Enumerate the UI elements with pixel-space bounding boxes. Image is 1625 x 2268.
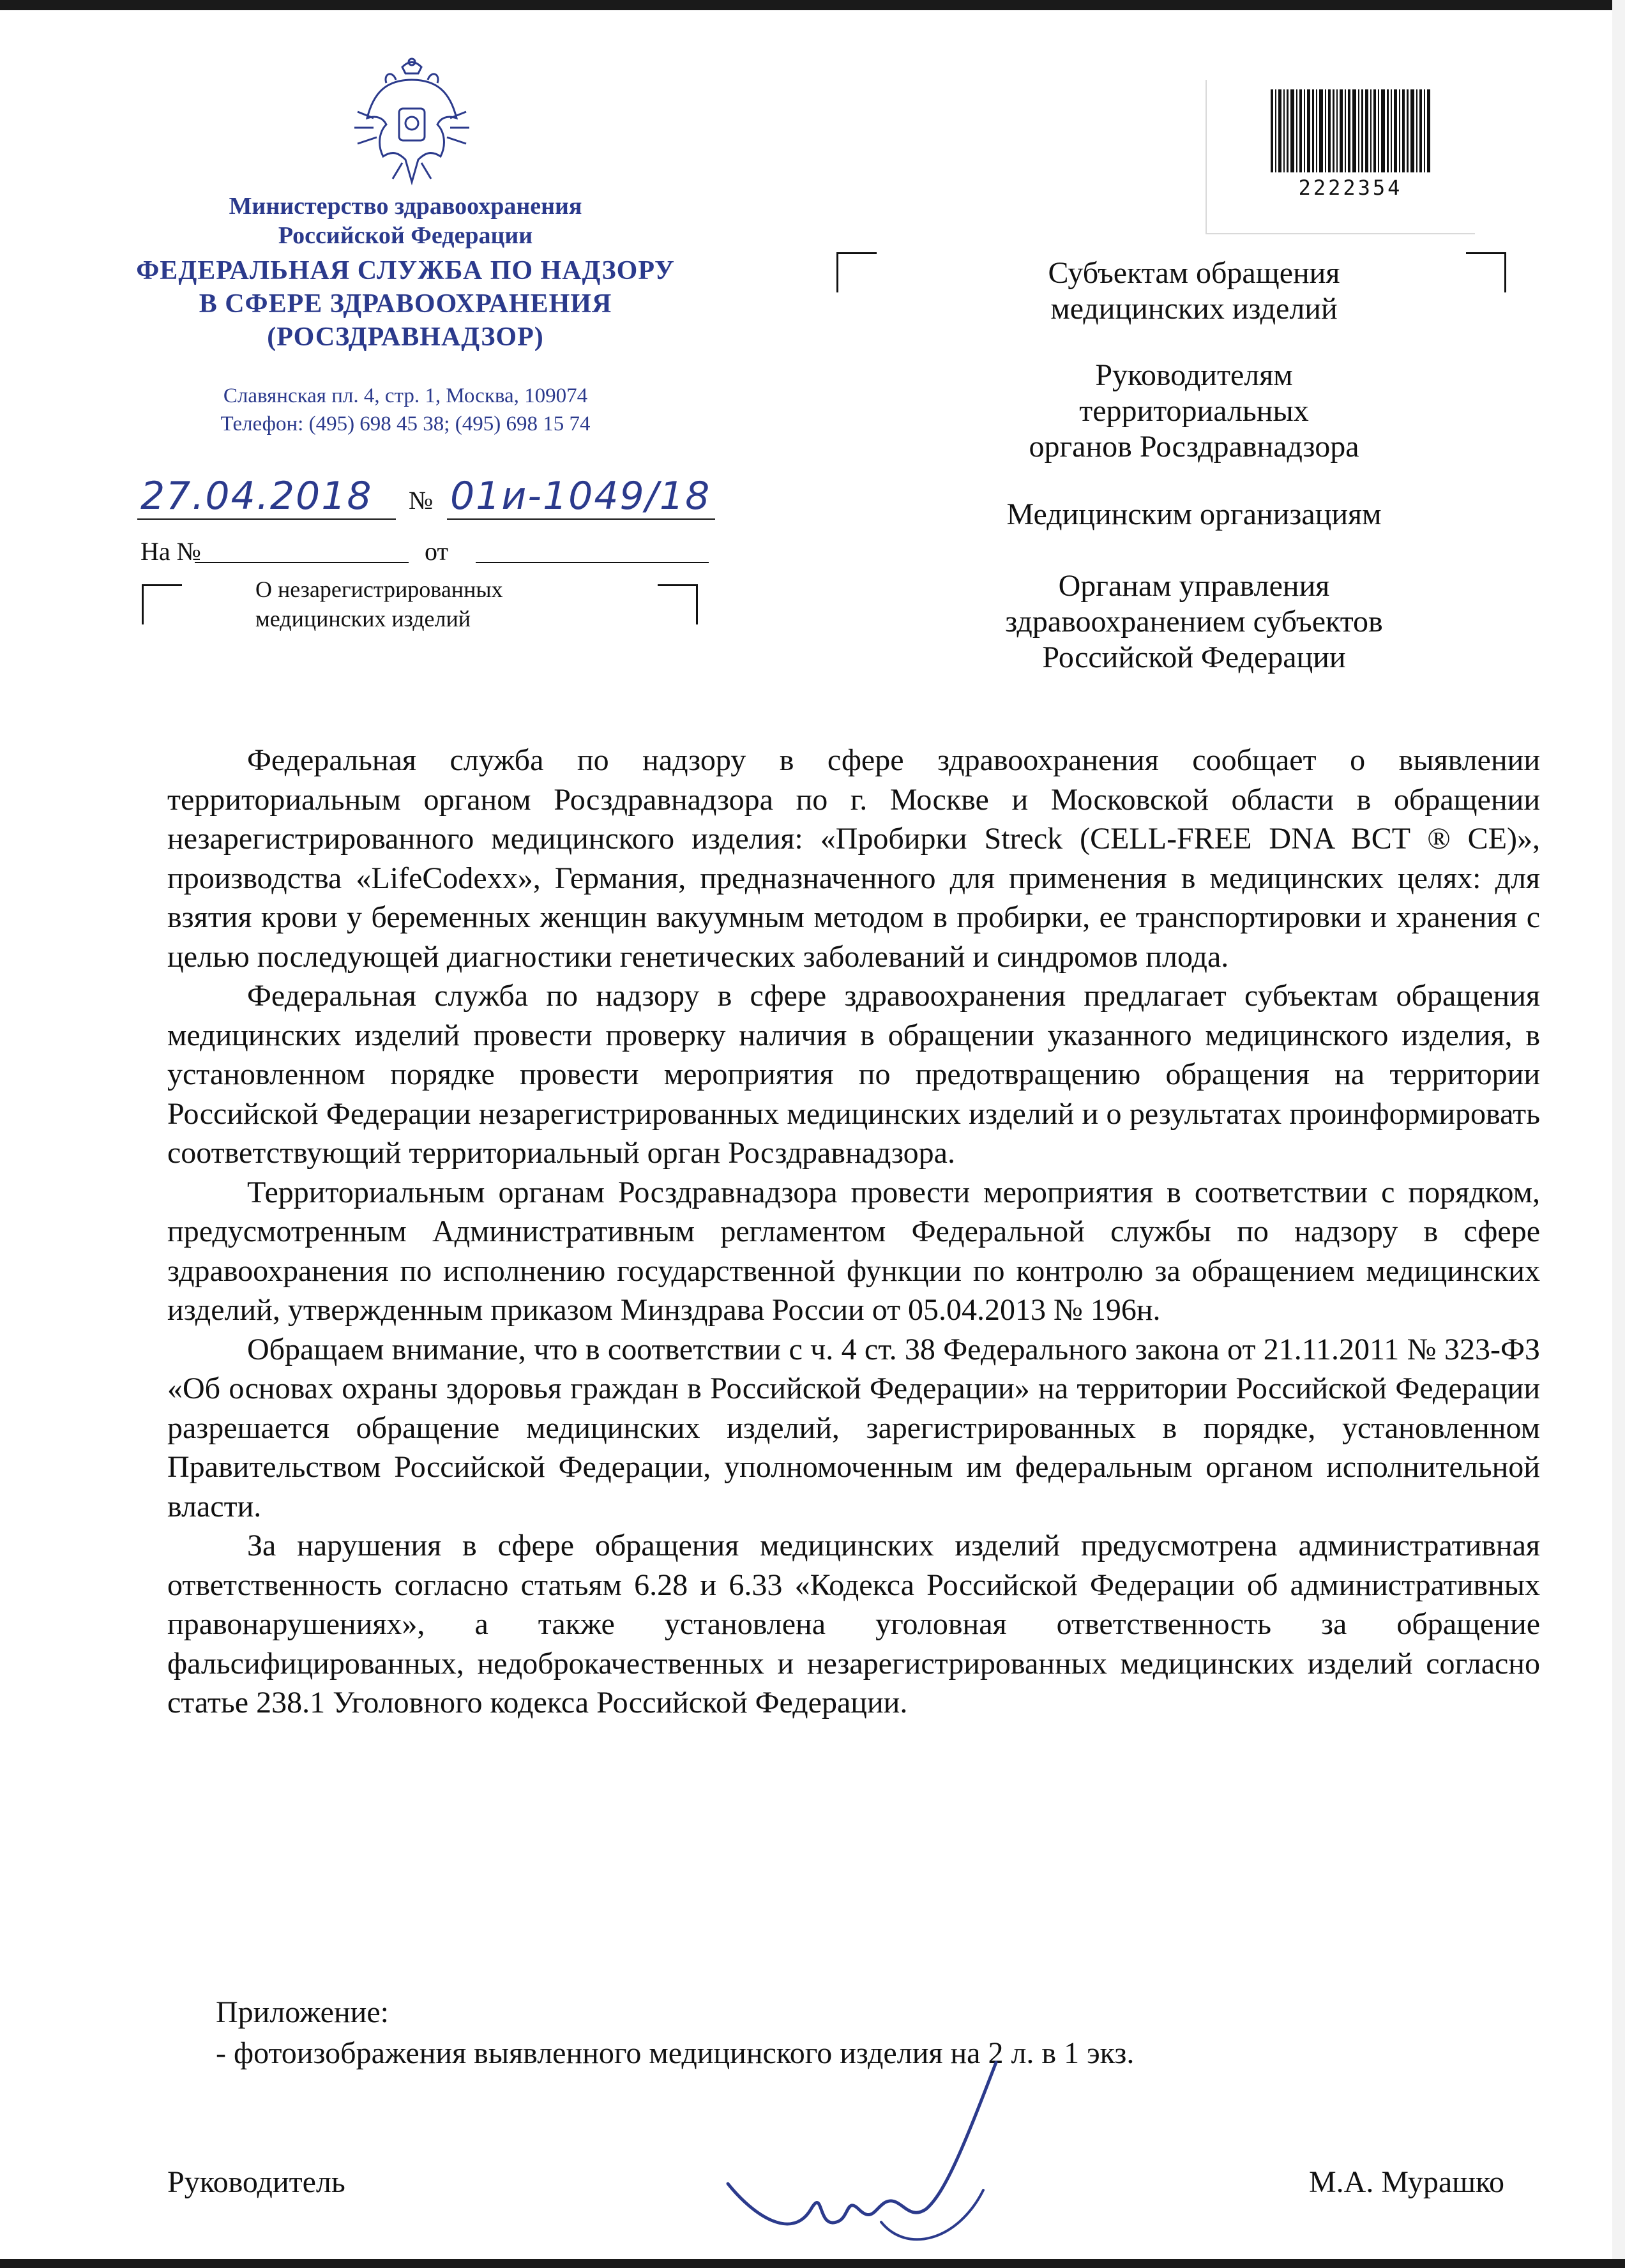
recipient-2-line2: территориальных bbox=[1079, 394, 1309, 428]
attachment-label: Приложение: bbox=[216, 1995, 389, 2029]
body-paragraph-1: Федеральная служба по надзору в сфере здравоохранения сообщает о выявлении территориальным органом Росздравнадзора по г. Москве и Московской области в обращении незарегистрированного медицинского изделия: «Пробирки Streck (CELL-FREE DNA BCT ® CE)», производства «LifeCodexx», Германия, предназначенного для применения в медицинских целях: для взятия крови у беременных женщин вакуумным методом в пробирки, ее транспортировки и хранения с целью последующей диагностики генетических заболеваний и синдромов плода. bbox=[167, 743, 1540, 974]
recipient-1-line2: медицинских изделий bbox=[1050, 292, 1338, 326]
body-paragraph-4: Обращаем внимание, что в соответствии с ч. 4 ст. 38 Федерального закона от 21.11.2011 № 323-ФЗ «Об основах охраны здоровья граждан в Российской Федерации» на территории Российской Федерации разрешается обращение медицинских изделий, зарегистрированных в порядке, установленном Правительством Российской Федерации, уполномоченным им федеральным органом исполнительной власти. bbox=[167, 1332, 1540, 1523]
registration-number: 01и-1049/18 bbox=[450, 474, 711, 518]
subject-line2: медицинских изделий bbox=[255, 606, 471, 631]
recipient-2-line3: органов Росздравнадзора bbox=[1029, 430, 1359, 464]
subject-corner-left bbox=[142, 584, 182, 624]
service-name-line1: ФЕДЕРАЛЬНАЯ СЛУЖБА ПО НАДЗОРУ bbox=[136, 256, 675, 285]
reply-from-label: от bbox=[425, 537, 448, 566]
number-label: № bbox=[409, 486, 434, 515]
registration-date: 27.04.2018 bbox=[140, 474, 373, 518]
body-paragraph-2: Федеральная служба по надзору в сфере здравоохранения предлагает субъектам обращения медицинских изделий провести проверку наличия в обращении указанного медицинского изделия, в установленном порядке провести мероприятия по предотвращению обращения на территории Российской Федерации незарегистрированных медицинских изделий и о результатах проинформировать соответствующий территориальный орган Росздравнадзора. bbox=[167, 979, 1540, 1170]
signatory-title: Руководитель bbox=[167, 2165, 345, 2199]
subject bbox=[255, 575, 639, 633]
recipient-4-line1: Органам управления bbox=[1058, 569, 1330, 603]
scan-edge-right bbox=[1612, 0, 1625, 2268]
body-paragraph-3: Территориальным органам Росздравнадзора провести мероприятия в соответствии с порядком, предусмотренным Административным регламентом Федеральной службы по надзору в сфере здравоохранения по исполнению государственной функции по контролю за обращением медицинских изделий, утвержденным приказом Минздрава России от 05.04.2013 № 196н. bbox=[167, 1175, 1540, 1327]
recipient-corner-left bbox=[836, 252, 877, 292]
ministry-name-line1: Министерство здравоохранения bbox=[229, 193, 582, 220]
reply-date-line bbox=[476, 562, 709, 563]
ministry-name-line2: Российской Федерации bbox=[278, 222, 533, 249]
recipient-4-line2: здравоохранением субъектов bbox=[1005, 605, 1383, 639]
number-underline bbox=[447, 518, 715, 520]
service-name-line3: (РОСЗДРАВНАДЗОР) bbox=[267, 322, 544, 352]
recipient-4 bbox=[907, 568, 1481, 676]
recipient-4-line3: Российской Федерации bbox=[1042, 640, 1346, 674]
barcode-block bbox=[1206, 80, 1475, 234]
letter-body bbox=[167, 741, 1540, 1723]
barcode-number: 2222354 bbox=[1298, 176, 1403, 200]
recipient-1-line1: Субъектам обращения bbox=[1048, 256, 1340, 290]
recipient-3-line1: Медицинским организациям bbox=[1006, 497, 1382, 531]
subject-line1: О незарегистрированных bbox=[255, 577, 503, 602]
body-paragraph-5: За нарушения в сфере обращения медицинских изделий предусмотрена административная ответственность согласно статьям 6.28 и 6.33 «Кодекса Российской Федерации об административных правонарушениях», а также установлена уголовная ответственность за обращение фальсифицированных, недоброкачественных и незарегистрированных медицинских изделий согласно статье 238.1 Уголовного кодекса Российской Федерации. bbox=[167, 1529, 1540, 1720]
date-underline bbox=[137, 518, 396, 520]
barcode-icon bbox=[1271, 89, 1430, 172]
recipient-2-line1: Руководителям bbox=[1095, 358, 1293, 392]
address: Славянская пл. 4, стр. 1, Москва, 109074 bbox=[223, 384, 588, 407]
recipient-1 bbox=[907, 255, 1481, 327]
attachment-item: - фотоизображения выявленного медицинского изделия на 2 л. в 1 экз. bbox=[216, 2036, 1135, 2070]
phone: Телефон: (495) 698 45 38; (495) 698 15 74 bbox=[220, 412, 591, 435]
subject-corner-right bbox=[658, 584, 698, 624]
coat-of-arms-icon bbox=[348, 54, 476, 188]
recipient-3 bbox=[907, 497, 1481, 533]
recipient-2 bbox=[907, 358, 1481, 465]
scan-edge-bottom bbox=[0, 2259, 1625, 2268]
reply-to-label: На № bbox=[140, 537, 201, 566]
service-name-line2: В СФЕРЕ ЗДРАВООХРАНЕНИЯ bbox=[199, 289, 612, 319]
handwritten-signature-icon bbox=[715, 2050, 1009, 2260]
reply-number-line bbox=[195, 562, 409, 563]
scan-edge-top bbox=[0, 0, 1625, 10]
signatory-name: М.А. Мурашко bbox=[1309, 2165, 1504, 2199]
